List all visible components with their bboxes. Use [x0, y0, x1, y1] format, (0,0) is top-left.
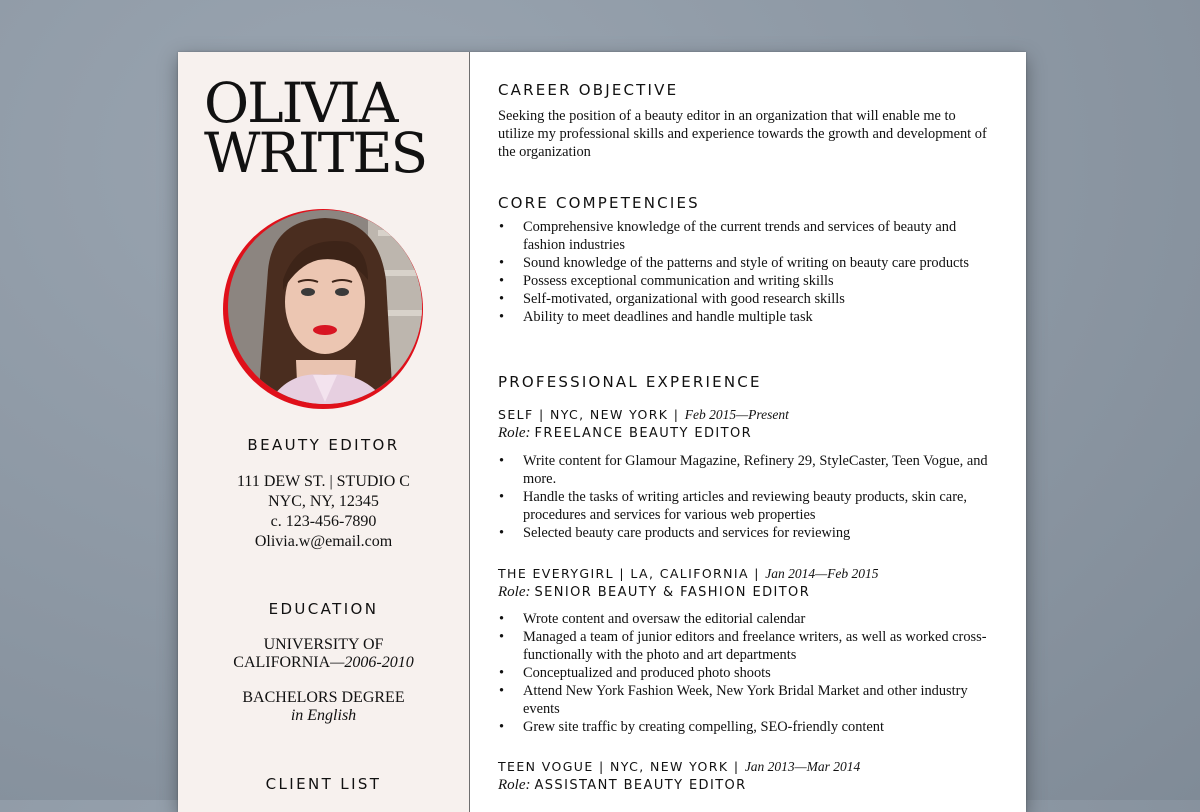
profile-photo [228, 210, 422, 404]
education-block [178, 636, 469, 725]
list-item: • Selected beauty care products and services for reviewing [498, 524, 988, 542]
professional-experience-heading: PROFESSIONAL EXPERIENCE [498, 373, 762, 391]
job-role-line [498, 424, 752, 442]
role-label: Role: [498, 777, 531, 793]
job-company-line [498, 407, 789, 423]
client-list-heading: CLIENT LIST [265, 775, 382, 793]
list-item: • Handle the tasks of writing articles and reviewing beauty products, skin care, procedures and services for various web properties [498, 488, 988, 524]
resume-name [204, 71, 464, 185]
list-item: • Grew site traffic by creating compelling, SEO-friendly content [498, 718, 988, 736]
education-heading: EDUCATION [268, 600, 379, 618]
education-school-line2: CALIFORNIA—2006-2010 [233, 654, 414, 671]
contact-phone: c. 123-456-7890 [270, 513, 377, 530]
list-item: • Possess exceptional communication and writing skills [498, 272, 988, 290]
name-first: OLIVIA [204, 71, 397, 135]
list-item: • Attend New York Fashion Week, New York Bridal Market and other industry events [498, 682, 988, 718]
job-company: SELF | NYC, NEW YORK | [498, 407, 680, 422]
job-role: ASSISTANT BEAUTY EDITOR [534, 778, 747, 793]
job-dates: Jan 2014—Feb 2015 [765, 566, 879, 581]
list-item: • Ability to meet deadlines and handle multiple task [498, 308, 988, 326]
list-item: • Comprehensive knowledge of the current trends and services of beauty and fashion industries [498, 218, 988, 254]
education-school-line1: UNIVERSITY OF [263, 636, 384, 653]
role-label: Role: [498, 584, 531, 600]
job-company-line [498, 566, 879, 582]
contact-email: Olivia.w@email.com [254, 533, 393, 550]
job-role-line [498, 583, 810, 601]
portrait-image [228, 210, 422, 404]
contact-address: 111 DEW ST. | STUDIO C [237, 473, 410, 490]
job-company-line [498, 759, 860, 775]
job-role-line [498, 776, 747, 794]
job-company: TEEN VOGUE | NYC, NEW YORK | [498, 759, 740, 774]
name-last: WRITES [204, 121, 427, 185]
education-field: in English [290, 707, 357, 724]
job-duties-list [498, 610, 988, 736]
job-company: THE EVERYGIRL | LA, CALIFORNIA | [498, 566, 760, 581]
job-role: SENIOR BEAUTY & FASHION EDITOR [534, 585, 811, 600]
resume-page [178, 52, 1026, 812]
education-years: —2006-2010 [330, 654, 414, 671]
list-item: • Conceptualized and produced photo shoots [498, 664, 988, 682]
job-dates: Jan 2013—Mar 2014 [744, 759, 861, 774]
list-item: • Managed a team of junior editors and freelance writers, as well as worked cross-functionally with the photo and art departments [498, 628, 988, 664]
competencies-list [498, 218, 988, 326]
career-objective-text: Seeking the position of a beauty editor in an organization that will enable me to utilize my professional skills and experience towards the growth and development of the organization [498, 108, 987, 160]
list-item: • Wrote content and oversaw the editorial calendar [498, 610, 988, 628]
job-dates: Feb 2015—Present [684, 407, 789, 422]
job-title-heading: BEAUTY EDITOR [247, 436, 400, 454]
list-item: • Write content for Glamour Magazine, Refinery 29, StyleCaster, Teen Vogue, and more. [498, 452, 988, 488]
education-degree: BACHELORS DEGREE [242, 689, 405, 706]
list-item: • Sound knowledge of the patterns and style of writing on beauty care products [498, 254, 988, 272]
role-label: Role: [498, 425, 531, 441]
contact-block [178, 472, 469, 552]
career-objective-heading: CAREER OBJECTIVE [498, 81, 679, 99]
resume-sidebar [178, 52, 470, 812]
contact-city: NYC, NY, 12345 [268, 493, 379, 510]
job-duties-list [498, 452, 988, 542]
list-item: • Self-motivated, organizational with good research skills [498, 290, 988, 308]
core-competencies-heading: CORE COMPETENCIES [498, 194, 700, 212]
job-role: FREELANCE BEAUTY EDITOR [534, 426, 753, 441]
